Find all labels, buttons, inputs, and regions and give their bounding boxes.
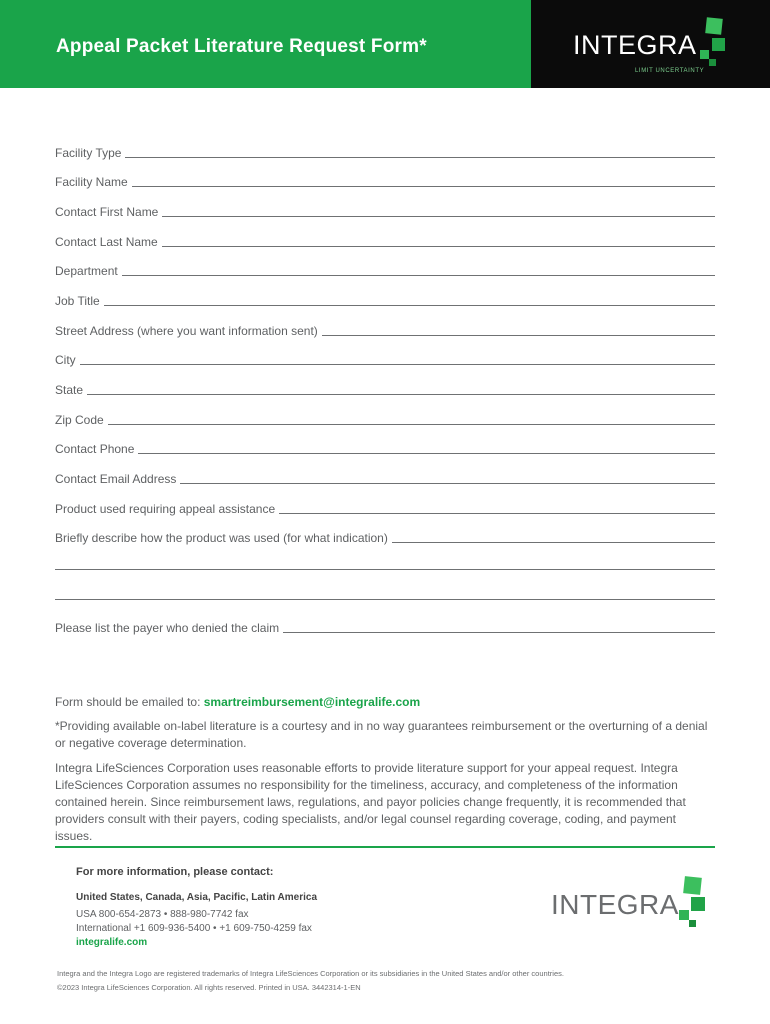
contact-heading: For more information, please contact: <box>76 866 274 878</box>
field-input-line[interactable] <box>104 305 715 306</box>
field-label: Facility Type <box>55 146 122 160</box>
field-street-address[interactable] <box>55 320 715 338</box>
email-link[interactable]: smartreimbursement@integralife.com <box>203 695 421 709</box>
field-input-line[interactable] <box>162 246 715 247</box>
description-continuation-line[interactable] <box>55 599 715 600</box>
contact-phone-intl: International +1 609-936-5400 • +1 609-750-4259 fax <box>76 923 312 934</box>
field-label: Zip Code <box>55 413 104 427</box>
logo-square <box>683 876 702 895</box>
logo-square <box>700 50 709 59</box>
field-label: Briefly describe how the product was used (for what indication) <box>55 531 388 545</box>
field-label: Department <box>55 264 118 278</box>
field-label: City <box>55 353 76 367</box>
field-city[interactable] <box>55 349 715 367</box>
field-label: Please list the payer who denied the claim <box>55 621 280 635</box>
field-input-line[interactable] <box>392 542 715 543</box>
logo-square <box>712 38 725 51</box>
field-label: Contact Last Name <box>55 235 158 249</box>
field-department[interactable] <box>55 260 715 278</box>
field-label: Street Address (where you want information sent) <box>55 324 318 338</box>
field-label: Contact First Name <box>55 205 159 219</box>
field-label: Facility Name <box>55 175 128 189</box>
logo-square <box>691 897 705 911</box>
logo-wordmark: INTEGRA <box>573 30 697 60</box>
field-label: Product used requiring appeal assistance <box>55 502 276 516</box>
field-input-line[interactable] <box>108 424 715 425</box>
field-input-line[interactable] <box>283 632 715 633</box>
field-state[interactable] <box>55 379 715 397</box>
field-label: Contact Phone <box>55 442 135 456</box>
header-logo-panel <box>531 0 770 88</box>
field-input-line[interactable] <box>138 453 715 454</box>
field-input-line[interactable] <box>80 364 715 365</box>
field-contact-first-name[interactable] <box>55 201 715 219</box>
field-contact-email[interactable] <box>55 468 715 486</box>
field-facility-type[interactable] <box>55 142 715 160</box>
logo-wordmark: INTEGRA <box>551 889 679 920</box>
disclaimer: Integra LifeSciences Corporation uses reasonable efforts to provide literature support for your appeal request. Integra LifeSciences Corporation assumes no responsibility for the timeliness, accuracy, and completeness of the information contained herein. Since reimbursement laws, regulations, and payor policies change frequently, it is recommended that providers consult with their payers, coding specialists, and/or legal counsel regarding coverage, coding, and payment issues. <box>55 761 686 843</box>
field-product-used[interactable] <box>55 498 715 516</box>
website-link[interactable]: integralife.com <box>76 937 148 948</box>
copyright-notice: ©2023 Integra LifeSciences Corporation. All rights reserved. Printed in USA. 3442314-1-EN <box>57 983 361 992</box>
field-input-line[interactable] <box>162 216 715 217</box>
courtesy-note: *Providing available on-label literature is a courtesy and in no way guarantees reimbursement or the overturning of a denial or negative coverage determination. <box>55 719 708 750</box>
logo-square <box>689 920 696 927</box>
field-zip-code[interactable] <box>55 409 715 427</box>
field-denying-payer[interactable] <box>55 617 715 635</box>
field-input-line[interactable] <box>87 394 715 395</box>
divider <box>55 846 715 848</box>
field-contact-phone[interactable] <box>55 438 715 456</box>
logo-square <box>679 910 689 920</box>
logo-tagline: LIMIT UNCERTAINTY <box>635 68 705 74</box>
page-title: Appeal Packet Literature Request Form* <box>56 36 427 57</box>
field-input-line[interactable] <box>279 513 715 514</box>
field-label: Contact Email Address <box>55 472 177 486</box>
contact-phone-usa: USA 800-654-2873 • 888-980-7742 fax <box>76 909 249 920</box>
field-facility-name[interactable] <box>55 171 715 189</box>
email-instruction-text: Form should be emailed to: <box>55 695 201 709</box>
field-label: State <box>55 383 84 397</box>
trademark-notice: Integra and the Integra Logo are registered trademarks of Integra LifeSciences Corporation or its subsidiaries in the United States and/or other countries. <box>57 969 564 978</box>
field-product-description[interactable] <box>55 527 715 545</box>
logo-square <box>705 17 723 35</box>
logo-square <box>709 59 716 66</box>
email-instruction <box>55 695 420 709</box>
field-input-line[interactable] <box>122 275 715 276</box>
field-input-line[interactable] <box>180 483 715 484</box>
field-input-line[interactable] <box>132 186 715 187</box>
contact-region: United States, Canada, Asia, Pacific, Latin America <box>76 892 318 903</box>
field-input-line[interactable] <box>322 335 715 336</box>
field-contact-last-name[interactable] <box>55 231 715 249</box>
field-input-line[interactable] <box>125 157 715 158</box>
field-job-title[interactable] <box>55 290 715 308</box>
field-label: Job Title <box>55 294 100 308</box>
description-continuation-line[interactable] <box>55 569 715 570</box>
